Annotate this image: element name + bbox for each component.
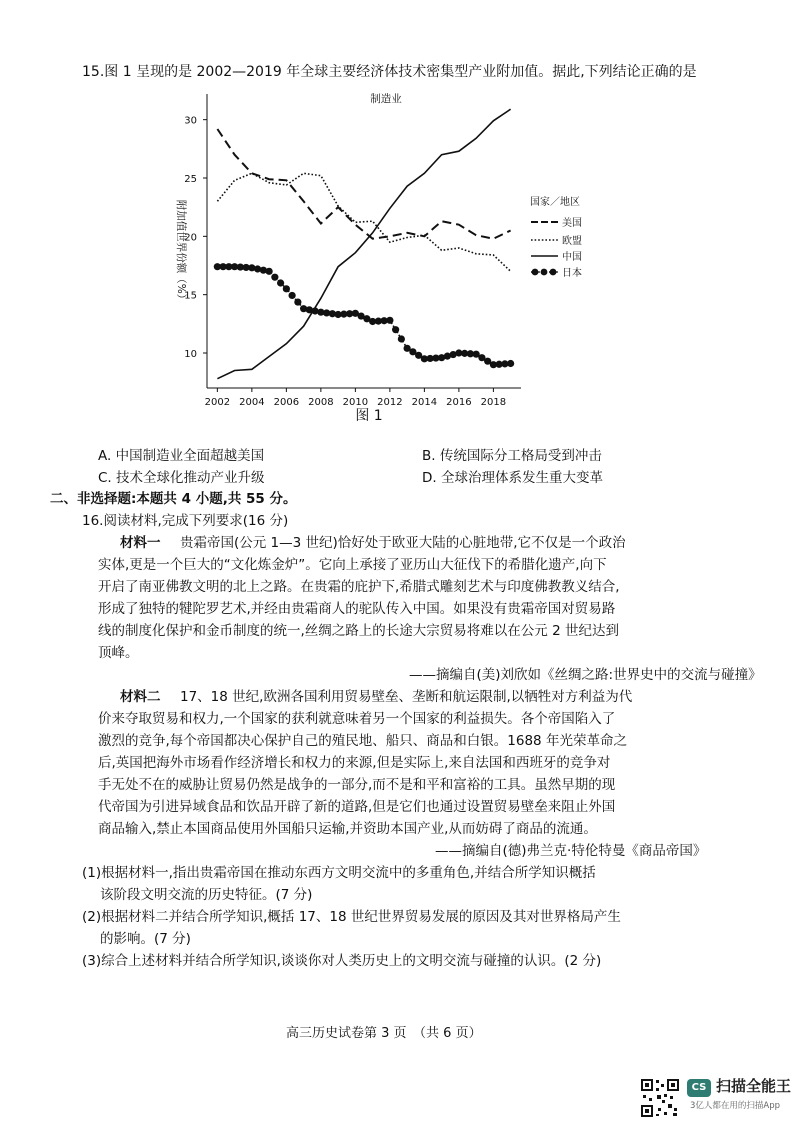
material-2-line: 代帝国为引进异域食品和饮品开辟了新的道路,但是它们也通过设置贸易壁垒来阻止外国	[98, 799, 616, 815]
question-task: (2)根据材料二并结合所学知识,概括 17、18 世纪世界贸易发展的原因及其对世界格局产生	[82, 909, 621, 925]
x-tick-label: 2004	[239, 397, 265, 408]
figure-caption: 图 1	[355, 408, 383, 424]
material-2-line: 商品输入,禁止本国商品使用外国船只运输,并资助本国产业,从而妨碍了商品的流通。	[98, 821, 597, 837]
scanner-logo-icon: CS	[687, 1079, 711, 1097]
legend-label-美国: 美国	[562, 218, 582, 229]
legend-title: 国家／地区	[530, 197, 580, 208]
data-point-日本	[283, 285, 290, 292]
chart-title: 制造业	[370, 93, 402, 105]
page-footer: 高三历史试卷第 3 页 （共 6 页）	[286, 1026, 482, 1041]
material-2-line: 手无处不在的威胁让贸易仍然是战争的一部分,而不是和平和富裕的工具。虽然早期的现	[98, 777, 616, 793]
y-tick-label: 25	[184, 174, 197, 185]
series-line-中国	[217, 109, 510, 379]
material-2-line: 价来夺取贸易和权力,一个国家的获利就意味着另一个国家的利益损失。各个帝国陷入了	[98, 711, 616, 727]
legend-marker-日本	[541, 269, 548, 276]
scanner-name: 扫描全能王	[716, 1077, 792, 1095]
series-line-欧盟	[217, 173, 510, 271]
x-tick-label: 2008	[308, 397, 334, 408]
y-tick-label: 30	[184, 115, 197, 127]
legend-marker-日本	[550, 269, 557, 276]
data-point-日本	[398, 335, 405, 342]
q15-option-b[interactable]: B. 传统国际分工格局受到冲击	[422, 448, 602, 464]
material-1-line: 形成了独特的犍陀罗艺术,并经由贵霜商人的驼队传入中国。如果没有贵霜帝国对贸易路	[98, 601, 616, 617]
material-1-line: 线的制度化保护和金币制度的统一,丝绸之路上的长途大宗贸易将难以在公元 2 世纪达到	[98, 623, 619, 639]
y-axis-label: 附加值世界份额（%）	[175, 199, 187, 305]
material-2-line: 17、18 世纪,欧洲各国利用贸易壁垒、垄断和航运限制,以牺牲对方利益为代	[180, 689, 633, 705]
x-tick-label: 2006	[273, 397, 300, 408]
data-point-日本	[271, 274, 278, 281]
question-task: (3)综合上述材料并结合所学知识,谈谈你对人类历史上的文明交流与碰撞的认识。(2 分)	[82, 953, 602, 969]
material-1-line: 实体,更是一个巨大的“文化炼金炉”。它向上承接了亚历山大征伐下的希腊化遗产,向下	[98, 557, 607, 573]
material-1-line: 顶峰。	[98, 645, 139, 661]
question-task: 的影响。(7 分)	[100, 931, 191, 947]
scanner-tagline: 3亿人都在用的扫描App	[690, 1101, 781, 1111]
data-point-日本	[294, 298, 301, 305]
material-2-line: 激烈的竞争,每个帝国都决心保护自己的殖民地、船只、商品和白银。1688 年光荣革命之	[98, 733, 627, 749]
x-tick-label: 2002	[204, 397, 231, 408]
legend-label-中国: 中国	[562, 252, 582, 263]
material-1-source: ——摘编自(美)刘欣如《丝绸之路:世界史中的交流与碰撞》	[409, 667, 762, 683]
x-tick-label: 2014	[411, 397, 438, 408]
question-task: (1)根据材料一,指出贵霜帝国在推动东西方文明交流中的多重角色,并结合所学知识概括	[82, 865, 596, 881]
data-point-日本	[277, 279, 284, 286]
x-tick-label: 2012	[377, 397, 403, 408]
legend-label-欧盟: 欧盟	[562, 236, 582, 247]
q15-stem: 15.图 1 呈现的是 2002—2019 年全球主要经济体技术密集型产业附加值。据此,下列结论正确的是	[82, 64, 697, 80]
y-tick-label: 15	[184, 290, 197, 302]
data-point-日本	[386, 317, 393, 324]
q15-option-c[interactable]: C. 技术全球化推动产业升级	[98, 470, 265, 486]
data-point-日本	[507, 360, 514, 367]
x-tick-label: 2018	[480, 397, 507, 408]
material-2-source: ——摘编自(德)弗兰克·特伦特曼《商品帝国》	[435, 843, 707, 859]
material-1-line: 开启了南亚佛教文明的北上之路。在贵霜的庇护下,希腊式雕刻艺术与印度佛教教义结合,	[98, 579, 620, 595]
y-tick-label: 10	[184, 349, 197, 360]
data-point-日本	[289, 292, 296, 299]
section-heading: 二、非选择题:本题共 4 小题,共 55 分。	[50, 491, 297, 507]
qr-code-icon	[640, 1078, 680, 1118]
y-tick-label: 20	[184, 232, 197, 244]
material-1-line: 贵霜帝国(公元 1—3 世纪)恰好处于欧亚大陆的心脏地带,它不仅是一个政治	[180, 535, 626, 551]
data-point-日本	[266, 268, 273, 275]
legend-marker-日本	[532, 269, 539, 276]
question-task: 该阶段文明交流的历史特征。(7 分)	[100, 887, 313, 903]
q15-option-d[interactable]: D. 全球治理体系发生重大变革	[422, 470, 603, 486]
x-tick-label: 2010	[342, 397, 369, 408]
q16-stem: 16.阅读材料,完成下列要求(16 分)	[82, 513, 289, 529]
figure-1-chart	[0, 0, 800, 440]
x-tick-label: 2016	[446, 397, 472, 408]
material-1-label: 材料一	[120, 535, 161, 551]
legend-label-日本: 日本	[562, 268, 582, 279]
material-2-label: 材料二	[120, 689, 161, 705]
q15-option-a[interactable]: A. 中国制造业全面超越美国	[98, 448, 265, 464]
data-point-日本	[392, 326, 399, 333]
material-2-line: 后,英国把海外市场看作经济增长和权力的来源,但是实际上,来自法国和西班牙的竞争对	[98, 755, 611, 771]
